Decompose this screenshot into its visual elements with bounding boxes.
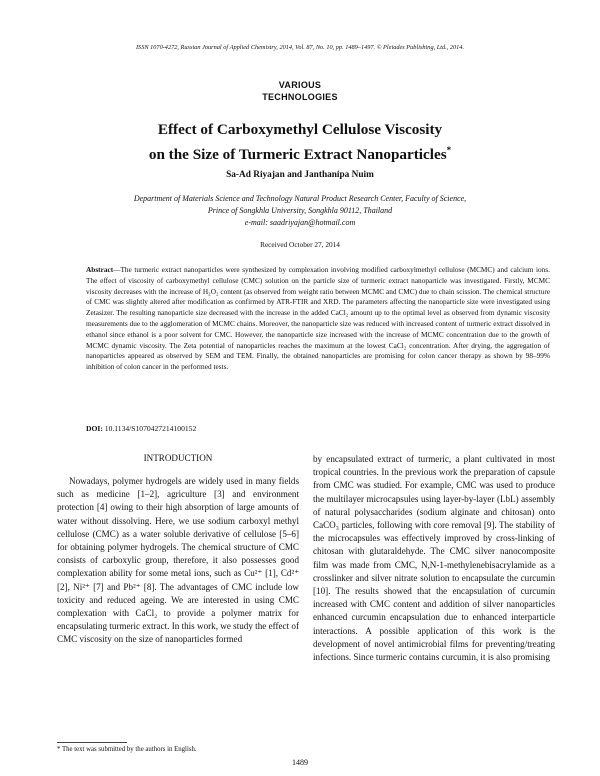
body-right-column: by encapsulated extract of turmeric, a plant cultivated in most tropical countries. In the previous work the preparation of capsule from CMC was studied. For example, CMC was used to produce the multilayer microcapsules using layer-by-layer (LbL) assembly of natural polysaccharides (sodium alginate and chitosan) onto CaCO₃ particles, following with core removal [9]. The stability of the microcapsules was effectively improved by cross-linking of chitosan with glutaraldehyde. The CMC silver nanocomposite film was made from CMC, N,N-1-methylenebisacrylamide as a crosslinker and silver nitrate solution to encapsulate the curcumin [10]. The results showed that the encapsulation of curcumin increased with CMC content and addition of silver nanoparticles enhanced curcumin encapsulation due to enhanced interparticle interactions. A possible application of this work is the development of novel antimicrobial films for preventing/treating infections. Since turmeric contains curcumin, it is also promising	[313, 454, 555, 663]
footnote-rule	[57, 742, 127, 743]
affiliation-email: e-mail: saadriyajan@hotmail.com	[244, 218, 356, 227]
received-date: Received October 27, 2014	[260, 240, 340, 249]
body-left-column: Nowadays, polymer hydrogels are widely used in many fields such as medicine [1–2], agriculture [3] and environment protection [4] owing to their high absorption of large amounts of water without dissolving. Here, we use sodium carboxyl methyl cellulose (CMC) as a water soluble derivative of cellulose [5–6] for obtaining polymer hydrogels. The chemical structure of CMC consists of carboxylic group, therefore, it also possesses good complexation ability for some metal ions, such as Cu²⁺ [1], Cd²⁺ [2], Ni²⁺ [7] and Pb²⁺ [8]. The advantages of CMC include low toxicity and reduced ageing. We are interested in using CMC complexation with CaCl₂ to provide a polymer matrix for encapsulating turmeric extract. In this work, we study the effect of CMC viscosity on the size of nanoparticles formed	[57, 476, 299, 645]
footnote: * The text was submitted by the authors in English.	[57, 746, 197, 753]
title-line2-text: on the Size of Turmeric Extract Nanoparticles	[148, 146, 447, 164]
section-label-line1: VARIOUS	[278, 80, 322, 90]
title-footnote-mark: *	[446, 145, 452, 155]
doi-label: DOI:	[86, 424, 103, 433]
page-number: 1489	[292, 758, 308, 767]
article-title-line1: Effect of Carboxymethyl Cellulose Viscosity	[157, 121, 443, 138]
affiliation-line2: Prince of Songkhla University, Songkhla 90112, Thailand	[207, 206, 393, 215]
abstract-text: The turmeric extract nanoparticles were synthesized by complexation involving modified carboxylmethyl cellulose (MCMC) and calcium ions. The effect of viscosity of carboxymethyl cellulose (CMC) solution on the particle size of turmeric extract nanoparticle was investigated. Firstly, MCMC viscosity decreases with the increase of H₂O₂ content (as observed from weight ratio between MCMC and CMC) due to chain scission. The chemical structure of CMC was slightly altered after modification as confirmed by ATR-FTIR and XRD. The parameters affecting the nanoparticle size were investigated using Zetasizer. The resulting nanoparticle size decreased with the increase in the added CaCl₂ amount up to the optimal level as observed from dynamic viscosity measurements due to the agglomeration of MCMC chains. Moreover, the nanoparticle size was reduced with increased content of turmeric extract dissolved in ethanol since ethanol is a poor solvent for CMC. However, the nanoparticle size increased with the increase of MCMC concentration due to the growth of MCMC dynamic viscosity. The Zeta potential of nanoparticles reaches the maximum at the lowest CaCl₂ concentration. After drying, the aggregation of nanoparticles appeared as observed by SEM and TEM. Finally, the obtained nanoparticles are promising for colon cancer therapy as shown by 98–99% inhibition of colon cancer in the performed tests.	[86, 265, 550, 372]
section-label-line2: TECHNOLOGIES	[262, 92, 338, 102]
doi-value[interactable]: 10.1134/S1070427214100152	[104, 424, 197, 433]
affiliation-line1: Department of Materials Science and Technology Natural Product Research Center, Faculty of Science,	[133, 194, 467, 203]
introduction-heading: INTRODUCTION	[143, 453, 213, 463]
article-title-line2	[0, 140, 600, 165]
abstract-dash: —	[113, 265, 121, 274]
abstract-label: Abstract	[86, 265, 114, 274]
journal-header: ISSN 1070-4272, Russian Journal of Applied Chemistry, 2014, Vol. 87, No. 10, pp. 1489–1497. © Pleiades Publishing, Ltd., 2014.	[135, 44, 465, 51]
abstract	[86, 265, 550, 373]
authors: Sa-Ad Riyajan and Janthanipa Nuim	[226, 170, 374, 180]
doi	[86, 424, 196, 433]
